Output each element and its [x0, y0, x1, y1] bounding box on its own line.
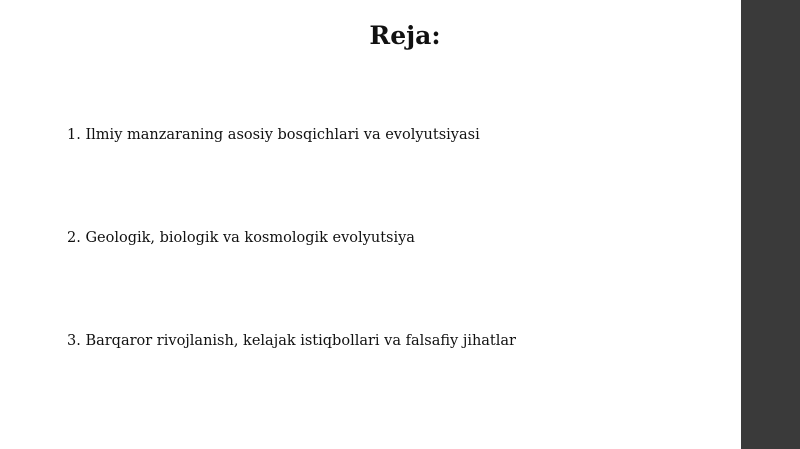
plan-item-3: 3. Barqaror rivojlanish, kelajak istiqbollari va falsafiy jihatlar [67, 333, 516, 349]
slide-title: Reja: [369, 21, 441, 50]
side-panel [741, 0, 800, 449]
plan-item-1: 1. Ilmiy manzaraning asosiy bosqichlari va evolyutsiyasi [67, 127, 480, 143]
plan-item-2: 2. Geologik, biologik va kosmologik evolyutsiya [67, 230, 415, 246]
